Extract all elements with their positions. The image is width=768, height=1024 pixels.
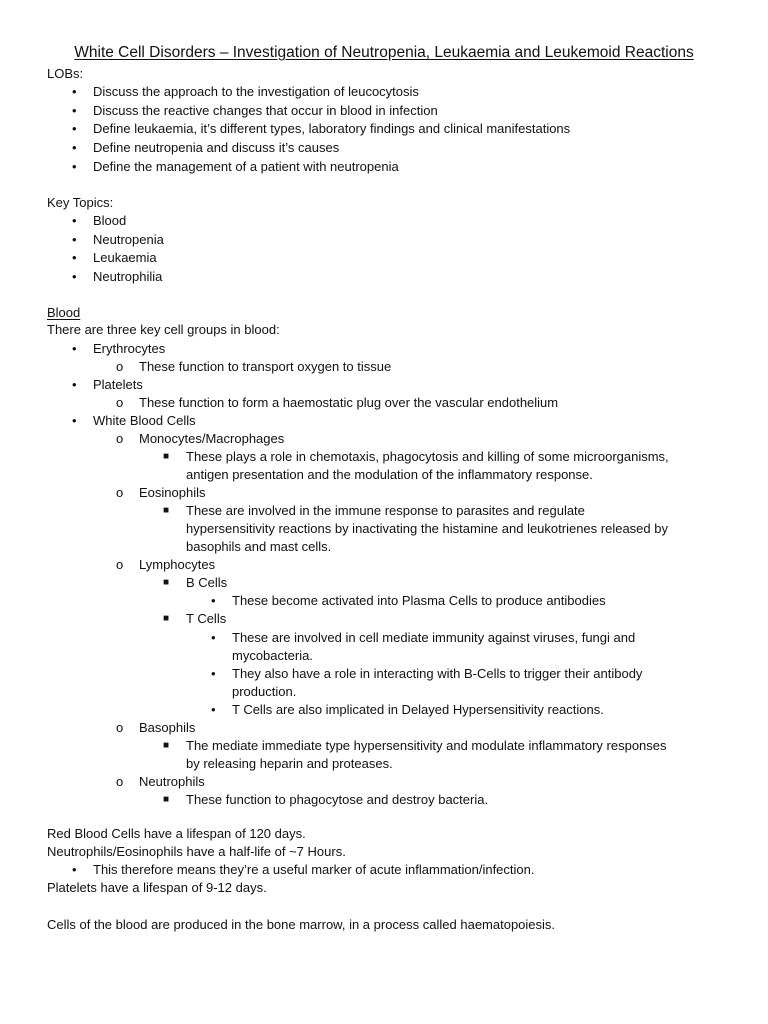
bullet-icon: • — [211, 630, 216, 645]
bullet-icon: • — [211, 666, 216, 681]
list-item-continuation: by releasing heparin and proteases. — [186, 756, 393, 771]
list-item: Neutropenia — [93, 232, 164, 247]
bullet-icon: • — [72, 232, 77, 247]
list-item-continuation: mycobacteria. — [232, 648, 313, 663]
list-item-continuation: antigen presentation and the modulation of the inflammatory response. — [186, 467, 593, 482]
paragraph: There are three key cell groups in blood: — [47, 322, 280, 337]
bullet-icon: • — [72, 84, 77, 99]
list-item: These function to form a haemostatic plug over the vascular endothelium — [139, 395, 559, 410]
bullet-icon: • — [72, 341, 77, 356]
bullet-icon: • — [72, 121, 77, 136]
bullet-icon: • — [72, 377, 77, 392]
list-item: These become activated into Plasma Cells to produce antibodies — [232, 593, 606, 608]
square-bullet-icon: ■ — [163, 451, 170, 462]
bullet-icon: • — [72, 213, 77, 228]
list-item: Leukaemia — [93, 250, 157, 265]
list-item-continuation: production. — [232, 684, 297, 699]
list-item: B Cells — [186, 575, 228, 590]
section-heading-blood: Blood — [47, 305, 81, 320]
list-item: Platelets — [93, 377, 143, 392]
circle-bullet-icon: o — [116, 431, 124, 446]
key-topics-heading: Key Topics: — [47, 195, 114, 210]
list-item: Monocytes/Macrophages — [139, 431, 285, 446]
square-bullet-icon: ■ — [163, 577, 170, 588]
circle-bullet-icon: o — [116, 557, 124, 572]
paragraph: Red Blood Cells have a lifespan of 120 days. — [47, 826, 306, 841]
list-item: Erythrocytes — [93, 341, 166, 356]
list-item: These plays a role in chemotaxis, phagocytosis and killing of some microorganisms, — [186, 449, 669, 464]
list-item: Discuss the reactive changes that occur in blood in infection — [93, 103, 438, 118]
paragraph: Neutrophils/Eosinophils have a half-life of ~7 Hours. — [47, 844, 346, 859]
list-item: Basophils — [139, 720, 196, 735]
list-item: These are involved in cell mediate immunity against viruses, fungi and — [232, 630, 636, 645]
square-bullet-icon: ■ — [163, 613, 170, 624]
circle-bullet-icon: o — [116, 774, 124, 789]
list-item-continuation: hypersensitivity reactions by inactivating the histamine and leukotrienes released by — [186, 521, 668, 536]
bullet-icon: • — [72, 250, 77, 265]
circle-bullet-icon: o — [116, 359, 124, 374]
circle-bullet-icon: o — [116, 720, 124, 735]
circle-bullet-icon: o — [116, 485, 124, 500]
list-item: Lymphocytes — [139, 557, 216, 572]
list-item: These function to transport oxygen to tissue — [139, 359, 392, 374]
list-item: Blood — [93, 213, 127, 228]
bullet-icon: • — [72, 103, 77, 118]
list-item: Define the management of a patient with neutropenia — [93, 159, 399, 174]
list-item: T Cells are also implicated in Delayed Hypersensitivity reactions. — [232, 702, 604, 717]
list-item: Neutrophils — [139, 774, 205, 789]
list-item: Eosinophils — [139, 485, 206, 500]
list-item: Neutrophilia — [93, 269, 163, 284]
list-item: T Cells — [186, 611, 227, 626]
square-bullet-icon: ■ — [163, 505, 170, 516]
circle-bullet-icon: o — [116, 395, 124, 410]
list-item: These function to phagocytose and destroy bacteria. — [186, 792, 489, 807]
bullet-icon: • — [211, 702, 216, 717]
list-item: Discuss the approach to the investigation of leucocytosis — [93, 84, 419, 99]
bullet-icon: • — [72, 862, 77, 877]
bullet-icon: • — [211, 593, 216, 608]
lobs-heading: LOBs: — [47, 66, 84, 81]
list-item: They also have a role in interacting with B-Cells to trigger their antibody — [232, 666, 643, 681]
list-item: Define leukaemia, it’s different types, laboratory findings and clinical manifestations — [93, 121, 571, 136]
document-title: White Cell Disorders – Investigation of Neutropenia, Leukaemia and Leukemoid Reactions — [74, 44, 694, 61]
bullet-icon: • — [72, 413, 77, 428]
list-item-continuation: basophils and mast cells. — [186, 539, 332, 554]
paragraph: Platelets have a lifespan of 9-12 days. — [47, 880, 267, 895]
square-bullet-icon: ■ — [163, 794, 170, 805]
bullet-icon: • — [72, 269, 77, 284]
list-item: This therefore means they’re a useful marker of acute inflammation/infection. — [93, 862, 535, 877]
paragraph: Cells of the blood are produced in the bone marrow, in a process called haematopoiesis. — [47, 917, 556, 932]
square-bullet-icon: ■ — [163, 740, 170, 751]
list-item: Define neutropenia and discuss it’s causes — [93, 140, 340, 155]
bullet-icon: • — [72, 159, 77, 174]
bullet-icon: • — [72, 140, 77, 155]
list-item: The mediate immediate type hypersensitivity and modulate inflammatory responses — [186, 738, 667, 753]
list-item: These are involved in the immune response to parasites and regulate — [186, 503, 585, 518]
list-item: White Blood Cells — [93, 413, 196, 428]
